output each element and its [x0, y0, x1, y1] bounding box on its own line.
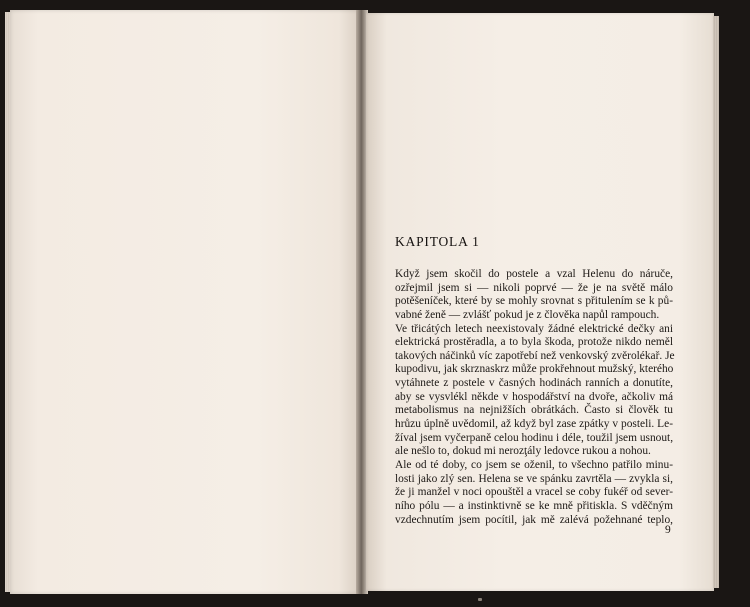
text-line: vzdechnutím jsem pocítil, jak mě zalévá požehnané teplo, — [395, 513, 673, 526]
text-line: že ji manžel v noci opouštěl a vracel se coby fukéř od sever- — [395, 486, 673, 499]
scan-speck — [478, 598, 482, 601]
left-page-blank — [10, 10, 360, 594]
text-line: ního pólu — a instinktivně se ke mně přitiskla. S vděčným — [395, 499, 673, 512]
text-line: potěšeníček, které by se mohly srovnat s přitulením se k pů- — [395, 295, 673, 308]
text-line: kupodivu, jak skrznaskrz může prokřehnout mužský, kterého — [395, 363, 674, 376]
text-line: ozřejmil jsem si — nikoli poprvé — že je na světě málo — [395, 281, 673, 294]
chapter-body-text — [395, 268, 673, 527]
text-line: Ve třicátých letech neexistovaly žádné elektrické dečky ani — [395, 322, 673, 335]
text-line: hrůzu úplně uvědomil, až když byl zase zpátky v posteli. Le- — [395, 418, 673, 431]
text-line: vabné ženě — zvlášť pokud je z člověka napůl rampouch. — [395, 308, 660, 321]
text-line: žíval jsem vyčerpaně celou hodinu i déle, toužil jsem usnout, — [395, 431, 674, 444]
text-line: Když jsem skočil do postele a vzal Helenu do náruče, — [395, 268, 673, 280]
text-line: losti jako zlý sen. Helena se ve spánku zavrtěla — zvykla si, — [395, 472, 673, 485]
text-line: aby se vysvlékl někde v hospodářství na dvoře, ačkoliv má — [395, 390, 673, 403]
text-line: elektrická prostěradla, a to byla škoda, protože nikdo neměl — [395, 336, 673, 349]
chapter-heading: KAPITOLA 1 — [395, 234, 480, 249]
text-line: takových náčinků víc zapotřebí než venkovský zvěrolékař. Je — [395, 349, 675, 362]
text-line: ale nešlo to, dokud mi nerozţály ledovce rukou a nohou. — [395, 445, 651, 458]
page-number: 9 — [665, 524, 671, 536]
text-line: Ale od té doby, co jsem se oženil, to všechno patřilo minu- — [395, 458, 673, 471]
text-line: vytáhnete z postele v časných hodinách ranních a donutíte, — [395, 377, 673, 390]
text-line: metabolismus na nejnižších obrátkách. Často si člověk tu — [395, 404, 673, 417]
right-page-edges — [713, 16, 719, 588]
